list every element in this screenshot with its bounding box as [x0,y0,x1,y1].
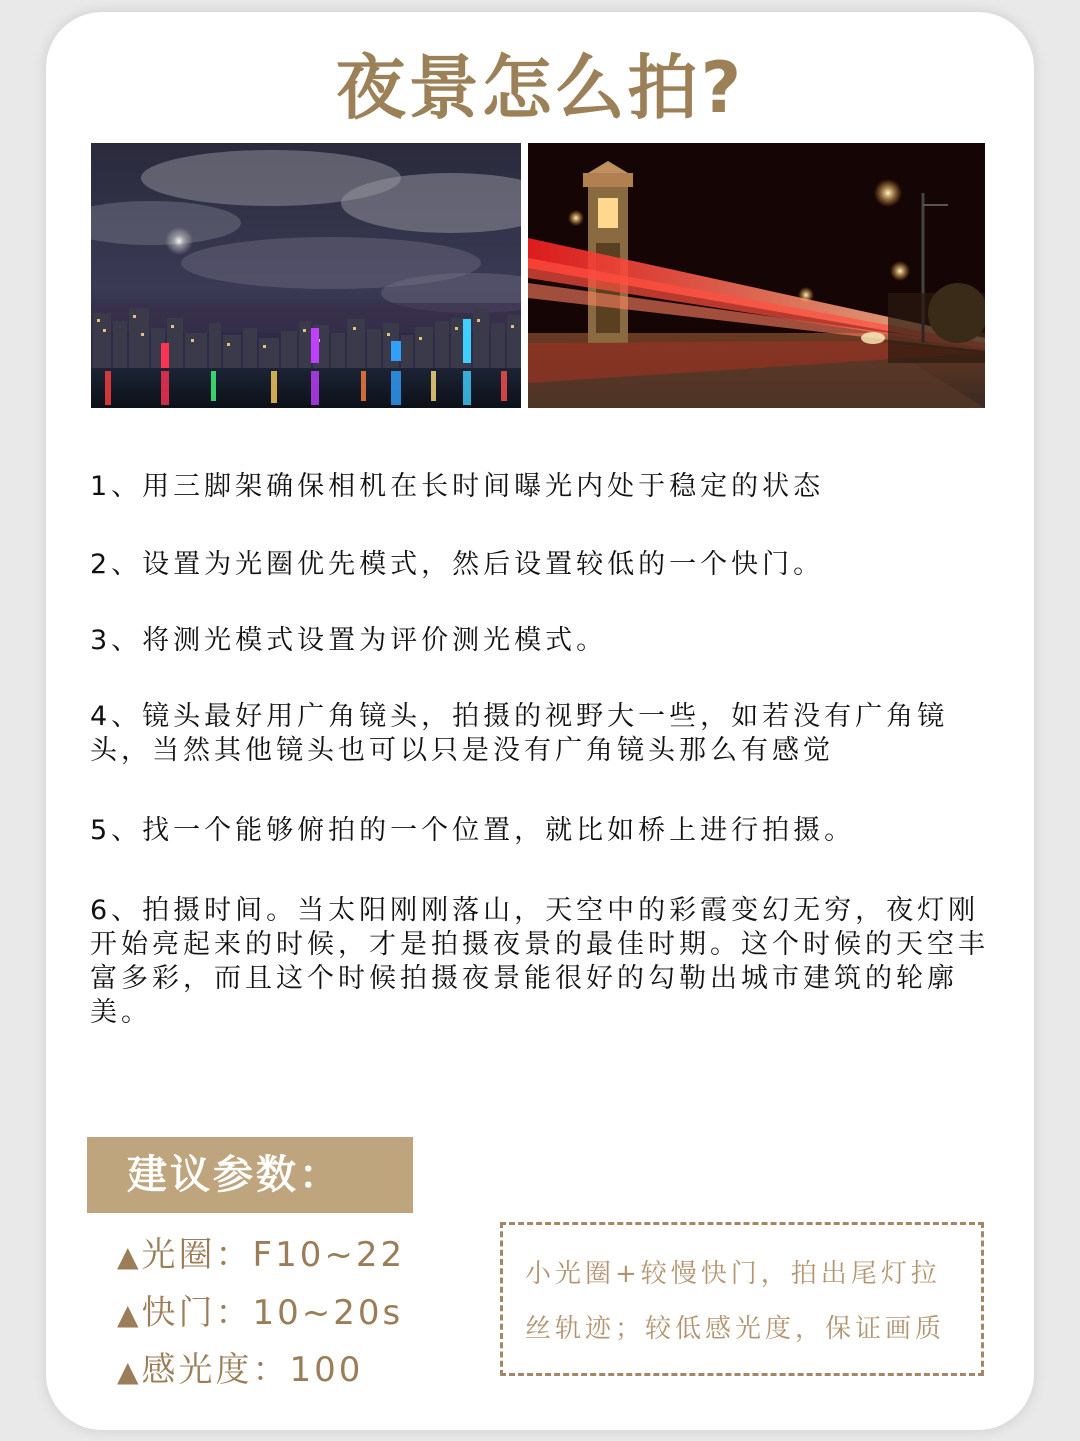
city-skyline-image [91,143,521,408]
city-skyline-photo [91,143,521,408]
param-shutter-text: 快门：10~20s [141,1293,404,1333]
param-aperture [117,1235,405,1277]
tip-3: 3、将测光模式设置为评价测光模式。 [90,625,608,656]
light-trails-image [528,143,985,408]
note-line-1: 小光圈+较慢快门，拍出尾灯拉 [525,1259,941,1289]
param-iso [117,1350,363,1392]
triangle-icon: ▲ [117,1298,142,1331]
param-iso-text: 感光度：100 [141,1350,364,1390]
triangle-icon: ▲ [117,1355,142,1388]
tip-5: 5、找一个能够俯拍的一个位置，就比如桥上进行拍摄。 [90,815,856,846]
param-shutter [117,1293,403,1335]
tip-1: 1、用三脚架确保相机在长时间曝光内处于稳定的状态 [90,471,825,502]
params-label: 建议参数： [127,1152,342,1198]
note-line-2: 丝轨迹；较低感光度，保证画质 [525,1314,946,1344]
triangle-icon: ▲ [117,1240,142,1273]
tip-6: 6、拍摄时间。当太阳刚刚落山，天空中的彩霞变幻无穷，夜灯刚开始亮起来的时候，才是拍摄夜景的最佳时期。这个时候的天空丰富多彩，而且这个时候拍摄夜景能很好的勾勒出城市建筑的轮廓美。 [90,895,989,1028]
tip-note-box [500,1222,984,1376]
tip-4: 4、镜头最好用广角镜头，拍摄的视野大一些，如若没有广角镜头，当然其他镜头也可以只是没有广角镜头那么有感觉 [90,701,949,766]
light-trails-photo [528,143,985,408]
tip-2: 2、设置为光圈优先模式，然后设置较低的一个快门。 [90,549,825,580]
params-tag [87,1137,413,1213]
param-aperture-text: 光圈：F10~22 [141,1235,406,1275]
page-title: 夜景怎么拍? [335,47,745,129]
